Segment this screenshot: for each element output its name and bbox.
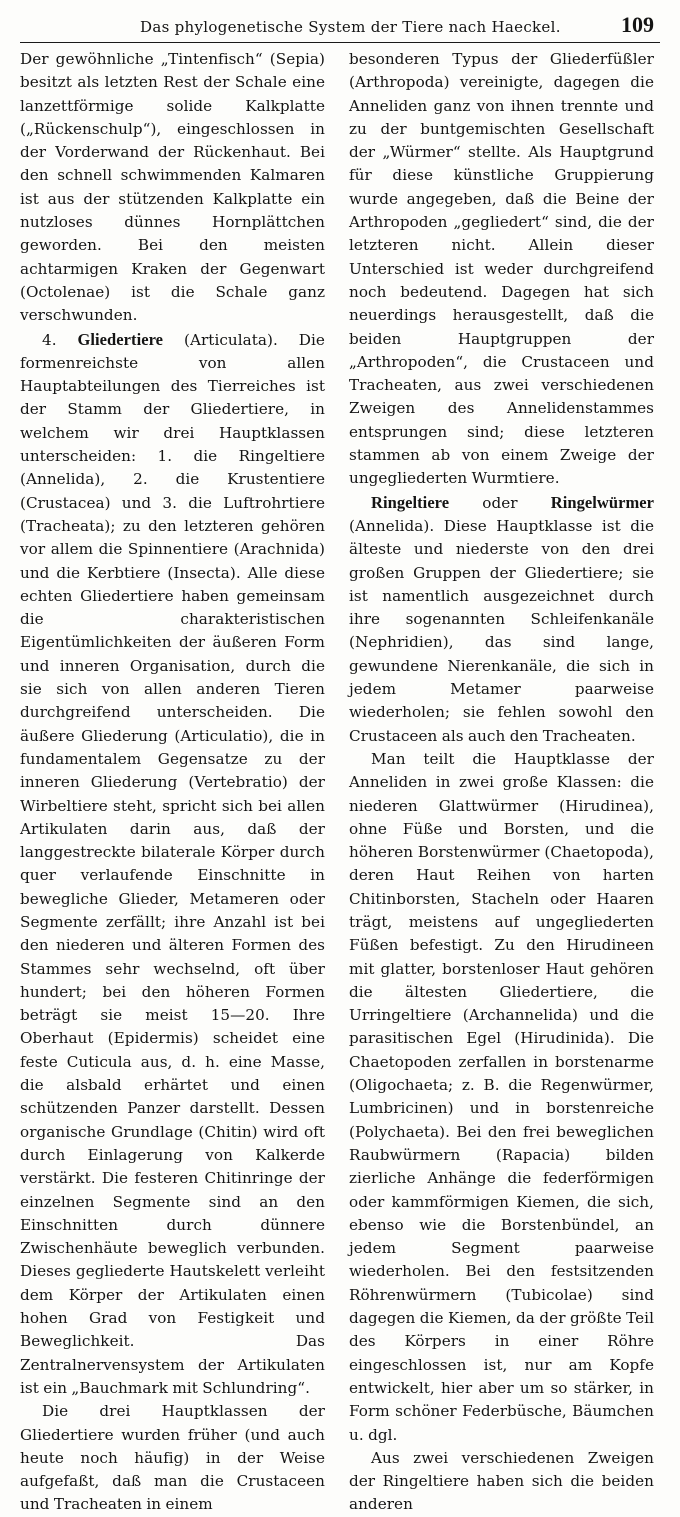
paragraph-zweige: Aus zwei verschiedenen Zweigen der Ringeltiere haben sich die beiden anderen: [349, 1448, 654, 1514]
paragraph-cephalopod-shell: Der gewöhnliche „Tintenfisch“ (Sepia) besitzt als letzten Rest der Schale eine lanzettförmige solide Kalkplatte („Rückenschulp“), eingeschlossen in der Vorderwand der Rückenhaut. Bei den schnell schwimmenden Kalmaren ist aus der stützenden Kalkplatte ein nutzloses dünnes Hornplättchen geworden. Bei den meisten achtarmigen Kraken der Gegenwart (Octolenae) ist die Schale ganz verschwunden.: [20, 50, 325, 325]
paragraph-arthropoda: besonderen Typus der Gliederfüßler (Arthropoda) vereinigte, dagegen die Anneliden ganz von ihnen trennte und zu der buntgemischten Gesellschaft der „Würmer“ stellte. Als Hauptgrund für diese künstliche Gruppierung wurde angegeben, daß die Beine der Arthropoden „gegliedert“ sind, die der letzteren nicht. Allein dieser Unterschied ist weder durchgreifend noch bedeutend. Dagegen hat sich neuerdings herausgestellt, daß die beiden Hauptgruppen der „Arthropoden“, die Crustaceen und Tracheaten, aus zwei verschiedenen Zweigen des Annelidenstammes entsprungen sind; diese letzteren stammen ab von einem Zweige der ungegliederten Wurmtiere.: [349, 50, 654, 488]
section-term-ringeltiere: Ringeltiere: [371, 492, 450, 512]
term-connector: oder: [482, 493, 518, 512]
section-term-ringelwuermer: Ringelwürmer: [550, 492, 654, 512]
paragraph-articulata: [20, 328, 325, 1401]
right-column: [349, 48, 654, 1517]
section-term-gliedertiere: Gliedertiere: [77, 329, 164, 349]
page-number: 109: [621, 12, 654, 37]
paragraph-annelida: [349, 491, 654, 748]
section-number: 4.: [42, 330, 57, 349]
paragraph-articulata-text: (Articulata). Die formenreichste von allen Hauptabteilungen des Tierreiches ist der Stamm der Gliedertiere, in welchem wir drei Hauptklassen unterscheiden: 1. die Ringeltiere (Annelida), 2. die Krustentiere (Crustacea) und 3. die Luftrohrtiere (Tracheata); zu den letzteren gehören vor allem die Spinnentiere (Arachnida) und die Kerbtiere (Insecta). Alle diese echten Gliedertiere haben gemeinsam die charakteristischen Eigentümlichkeiten der äußeren Form und inneren Organisation, durch die sie sich von allen anderen Tieren durchgreifend unterscheiden. Die äußere Gliederung (Articulatio), die in fundamentalem Gegensatze zu der inneren Gliederung (Vertebratio) der Wirbeltiere steht, spricht sich bei allen Artikulaten darin aus, daß der langgestreckte bilaterale Körper durch quer verlaufende Einschnitte in bewegliche Glieder, Metameren oder Segmente zerfällt; ihre Anzahl ist bei den niederen und älteren Formen des Stammes sehr wechselnd, oft über hundert; bei den höheren Formen beträgt sie meist 15—20. Ihre Oberhaut (Epidermis) scheidet eine feste Cuticula aus, d. h. eine Masse, die alsbald erhärtet und einen schützenden Panzer darstellt. Dessen organische Grundlage (Chitin) wird oft durch Einlagerung von Kalkerde verstärkt. Die festeren Chitinringe der einzelnen Segmente sind an den Einschnitten durch dünnere Zwischenhäute beweglich verbunden. Dieses gegliederte Hautskelett verleiht dem Körper der Artikulaten einen hohen Grad von Festigkeit und Beweglichkeit. Das Zentralnervensystem der Artikulaten ist ein „Bauchmark mit Schlundring“.: [20, 330, 325, 1397]
left-column: [20, 48, 325, 1517]
page-header: [20, 8, 660, 43]
paragraph-annelida-text: (Annelida). Diese Hauptklasse ist die älteste und niederste von den drei großen Gruppen der Gliedertiere; sie ist namentlich ausgezeichnet durch ihre sogenannten Schleifenkanäle (Nephridien), das sind lange, gewundene Nierenkanäle, die sich in jedem Metamer paarweise wiederholen; sie fehlen sowohl den Crustaceen als auch den Tracheaten.: [349, 516, 654, 745]
paragraph-klassen: Man teilt die Hauptklasse der Anneliden in zwei große Klassen: die niederen Glattwürmer (Hirudinea), ohne Füße und Borsten, und die höheren Borstenwürmer (Chaetopoda), deren Haut Reihen von harten Chitinborsten, Stacheln oder Haaren trägt, meistens auf ungegliederten Füßen befestigt. Zu den Hirudineen mit glatter, borstenloser Haut gehören die ältesten Gliedertiere, die Urringeltiere (Archannelida) und die parasitischen Egel (Hirudinida). Die Chaetopoden zerfallen in borstenarme (Oligochaeta; z. B. die Regenwürmer, Lumbricinen) und in borstenreiche (Polychaeta). Bei den frei beweglichen Raubwürmern (Rapacia) bilden zierliche Anhänge die federförmigen oder kammförmigen Kiemen, die sich, ebenso wie die Borstenbündel, an jedem Segment paarweise wiederholen. Bei den festsitzenden Röhrenwürmern (Tubicolae) sind dagegen die Kiemen, da der größte Teil des Körpers in einer Röhre eingeschlossen ist, nur am Kopfe entwickelt, hier aber um so stärker, in Form schöner Federbüsche, Bäumchen u. dgl.: [349, 749, 654, 1444]
running-title: Das phylogenetische System der Tiere nach Haeckel.: [140, 18, 561, 36]
paragraph-hauptklassen: Die drei Hauptklassen der Gliedertiere wurden früher (und auch heute noch häufig) in der Weise aufgefaßt, daß man die Crustaceen und Tracheaten in einem: [20, 1402, 325, 1514]
